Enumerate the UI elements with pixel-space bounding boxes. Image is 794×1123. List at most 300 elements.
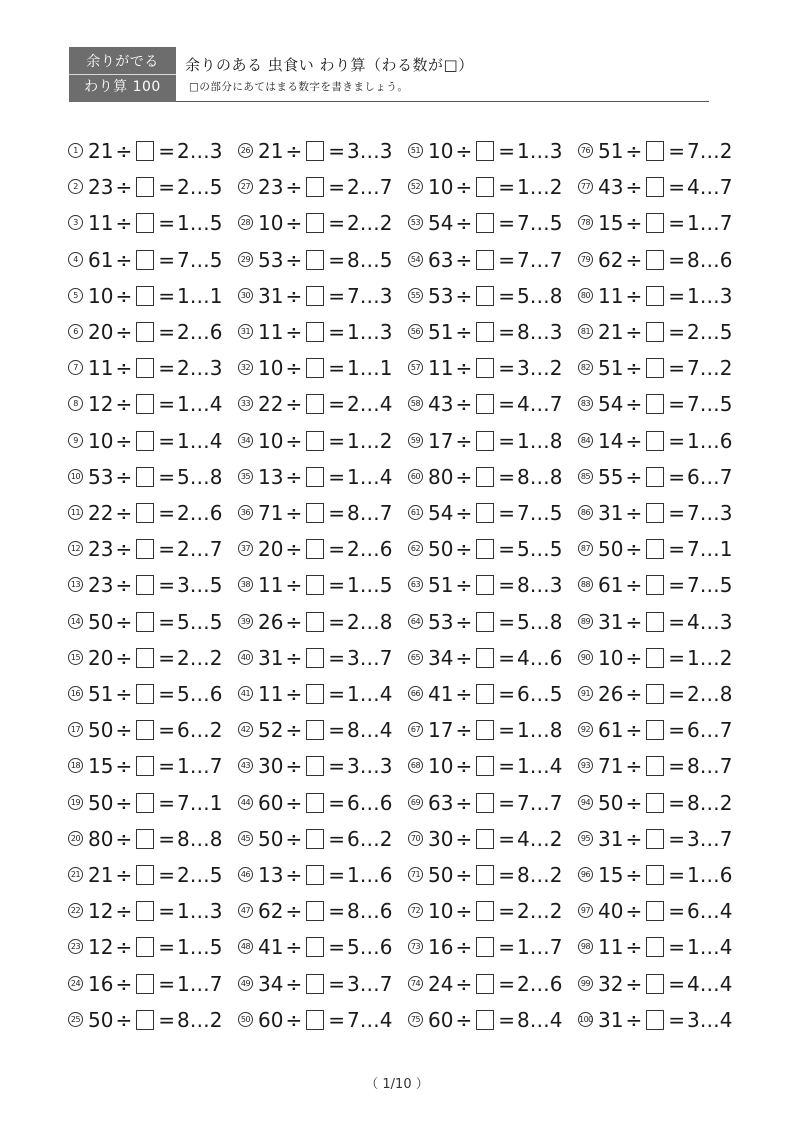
problem-item (408, 679, 578, 709)
division-equation (428, 969, 562, 999)
division-equation (88, 788, 222, 818)
division-equation (428, 751, 562, 781)
dividend: 50 (428, 537, 454, 562)
answer-box[interactable] (646, 720, 664, 740)
dividend: 50 (598, 537, 624, 562)
answer-box[interactable] (646, 648, 664, 668)
divide-sign: ÷ (115, 863, 133, 887)
answer-box[interactable] (476, 575, 494, 595)
answer-box[interactable] (136, 467, 154, 487)
problem-number: 14 (68, 614, 83, 629)
answer-box[interactable] (306, 793, 324, 813)
divide-sign: ÷ (455, 320, 473, 344)
answer-box[interactable] (136, 177, 154, 197)
problem-item (578, 643, 748, 673)
remainder: 3 (379, 283, 393, 308)
equals-sign: = (498, 1007, 515, 1032)
remainder-sign: … (359, 501, 380, 525)
quotient: 7 (686, 139, 700, 163)
dividend: 41 (258, 935, 284, 960)
answer-box[interactable] (136, 394, 154, 414)
answer-box[interactable] (306, 937, 324, 957)
answer-box[interactable] (136, 358, 154, 378)
dividend: 34 (428, 645, 454, 670)
divide-sign: ÷ (455, 573, 473, 598)
dividend: 23 (88, 537, 114, 562)
remainder-sign: … (699, 682, 720, 706)
answer-box[interactable] (306, 213, 324, 233)
remainder-sign: … (359, 211, 380, 236)
answer-box[interactable] (646, 213, 664, 233)
equals-sign: = (498, 826, 515, 851)
answer-box[interactable] (306, 503, 324, 523)
problem-number: 90 (578, 650, 593, 665)
equals-sign: = (328, 175, 345, 200)
division-equation (88, 1005, 222, 1035)
answer-box[interactable] (646, 177, 664, 197)
divide-sign: ÷ (285, 573, 303, 598)
dividend: 31 (258, 283, 284, 308)
remainder-sign: … (699, 826, 720, 851)
divide-sign: ÷ (285, 211, 303, 236)
dividend: 53 (428, 283, 454, 308)
answer-box[interactable] (136, 720, 154, 740)
problem-number: 54 (408, 252, 423, 267)
problem-number: 58 (408, 396, 423, 411)
problem-item (578, 679, 748, 709)
quotient: 6 (686, 718, 700, 743)
divide-sign: ÷ (625, 464, 643, 489)
quotient: 1 (176, 392, 190, 417)
answer-box[interactable] (476, 503, 494, 523)
quotient: 3 (346, 971, 360, 996)
badge-line-2: わり算 100 (84, 79, 161, 95)
divide-sign: ÷ (625, 320, 643, 344)
problem-item (68, 932, 238, 962)
remainder: 5 (209, 175, 223, 200)
answer-box[interactable] (306, 575, 324, 595)
division-equation (88, 281, 222, 311)
equals-sign: = (328, 320, 345, 344)
divide-sign: ÷ (455, 1007, 473, 1032)
problem-item (68, 245, 238, 275)
answer-box[interactable] (306, 865, 324, 885)
problem-item (238, 643, 408, 673)
problem-number: 76 (578, 143, 593, 158)
answer-box[interactable] (306, 358, 324, 378)
answer-box[interactable] (476, 793, 494, 813)
answer-box[interactable] (646, 358, 664, 378)
remainder: 6 (379, 899, 393, 924)
divide-sign: ÷ (115, 247, 133, 272)
divide-sign: ÷ (455, 971, 473, 996)
problem-number: 26 (238, 143, 253, 158)
remainder-sign: … (359, 935, 380, 960)
answer-box[interactable] (136, 286, 154, 306)
answer-box[interactable] (646, 286, 664, 306)
dividend: 10 (598, 645, 624, 670)
answer-box[interactable] (306, 612, 324, 632)
problem-number: 46 (238, 867, 253, 882)
quotient: 6 (686, 464, 700, 489)
answer-box[interactable] (136, 431, 154, 451)
remainder-sign: … (529, 754, 550, 779)
division-equation (598, 498, 732, 528)
answer-box[interactable] (136, 1010, 154, 1030)
division-equation (88, 245, 222, 275)
equals-sign: = (668, 392, 685, 417)
dividend: 21 (258, 139, 284, 163)
remainder: 8 (209, 826, 223, 851)
remainder: 1 (379, 356, 393, 381)
problem-number: 97 (578, 903, 593, 918)
equals-sign: = (668, 356, 685, 381)
remainder-sign: … (359, 537, 380, 562)
problem-item (68, 679, 238, 709)
remainder: 1 (719, 537, 733, 562)
problem-item (408, 969, 578, 999)
answer-box[interactable] (476, 901, 494, 921)
problem-item (238, 208, 408, 238)
equals-sign: = (498, 718, 515, 743)
answer-box[interactable] (136, 648, 154, 668)
divide-sign: ÷ (455, 175, 473, 200)
answer-box[interactable] (136, 865, 154, 885)
remainder: 2 (379, 211, 393, 236)
answer-box[interactable] (306, 756, 324, 776)
divide-sign: ÷ (625, 790, 643, 815)
remainder-sign: … (529, 1007, 550, 1032)
equals-sign: = (668, 790, 685, 815)
divide-sign: ÷ (285, 899, 303, 924)
remainder: 2 (549, 175, 563, 200)
division-equation (428, 281, 562, 311)
answer-box[interactable] (306, 901, 324, 921)
quotient: 3 (346, 645, 360, 670)
answer-box[interactable] (306, 648, 324, 668)
division-equation (598, 932, 732, 962)
answer-box[interactable] (306, 974, 324, 994)
divide-sign: ÷ (455, 211, 473, 236)
divide-sign: ÷ (625, 899, 643, 924)
answer-box[interactable] (476, 250, 494, 270)
problem-number: 43 (238, 758, 253, 773)
answer-box[interactable] (476, 177, 494, 197)
series-badge (69, 47, 176, 102)
answer-box[interactable] (646, 575, 664, 595)
answer-box[interactable] (476, 539, 494, 559)
answer-box[interactable] (306, 467, 324, 487)
problem-item (578, 353, 748, 383)
remainder: 7 (549, 392, 563, 417)
equals-sign: = (668, 428, 685, 453)
answer-box[interactable] (476, 865, 494, 885)
answer-box[interactable] (476, 974, 494, 994)
problem-item (578, 426, 748, 456)
dividend: 40 (598, 899, 624, 924)
answer-box[interactable] (306, 177, 324, 197)
answer-box[interactable] (646, 612, 664, 632)
answer-box[interactable] (136, 829, 154, 849)
problem-item (68, 969, 238, 999)
quotient: 7 (346, 1007, 360, 1032)
division-equation (258, 208, 392, 238)
dividend: 53 (88, 464, 114, 489)
divide-sign: ÷ (285, 428, 303, 453)
problem-number: 40 (238, 650, 253, 665)
answer-box[interactable] (136, 684, 154, 704)
problem-number: 80 (578, 288, 593, 303)
problem-number: 6 (68, 324, 83, 339)
problem-number: 98 (578, 939, 593, 954)
problem-number: 39 (238, 614, 253, 629)
answer-box[interactable] (136, 756, 154, 776)
quotient: 1 (176, 283, 190, 308)
dividend: 21 (88, 139, 114, 163)
answer-box[interactable] (476, 467, 494, 487)
answer-box[interactable] (646, 865, 664, 885)
remainder-sign: … (699, 320, 720, 344)
quotient: 2 (176, 139, 190, 163)
problem-number: 62 (408, 541, 423, 556)
problem-item (578, 570, 748, 600)
answer-box[interactable] (476, 829, 494, 849)
remainder: 1 (209, 283, 223, 308)
division-equation (258, 498, 392, 528)
answer-box[interactable] (306, 250, 324, 270)
division-equation (598, 317, 732, 347)
problem-number: 32 (238, 360, 253, 375)
answer-box[interactable] (476, 937, 494, 957)
equals-sign: = (328, 935, 345, 960)
remainder: 7 (379, 175, 393, 200)
remainder-sign: … (529, 356, 550, 381)
problem-number: 57 (408, 360, 423, 375)
answer-box[interactable] (476, 756, 494, 776)
divide-sign: ÷ (285, 283, 303, 308)
answer-box[interactable] (646, 901, 664, 921)
answer-box[interactable] (646, 756, 664, 776)
answer-box[interactable] (136, 141, 154, 161)
remainder-sign: … (529, 863, 550, 887)
dividend: 20 (88, 645, 114, 670)
answer-box[interactable] (136, 937, 154, 957)
division-equation (428, 570, 562, 600)
problem-number: 69 (408, 795, 423, 810)
answer-box[interactable] (646, 937, 664, 957)
answer-box[interactable] (306, 286, 324, 306)
divide-sign: ÷ (115, 1007, 133, 1032)
divide-sign: ÷ (455, 863, 473, 887)
divide-sign: ÷ (285, 464, 303, 489)
answer-box[interactable] (476, 1010, 494, 1030)
quotient: 7 (516, 501, 530, 525)
remainder: 3 (719, 501, 733, 525)
remainder: 8 (549, 428, 563, 453)
division-equation (428, 317, 562, 347)
answer-box[interactable] (476, 720, 494, 740)
answer-box[interactable] (306, 141, 324, 161)
answer-box[interactable] (136, 793, 154, 813)
problem-number: 3 (68, 215, 83, 230)
remainder-sign: … (529, 175, 550, 200)
quotient: 2 (176, 645, 190, 670)
answer-box[interactable] (136, 539, 154, 559)
equals-sign: = (498, 863, 515, 887)
answer-box[interactable] (646, 539, 664, 559)
answer-box[interactable] (306, 829, 324, 849)
remainder: 2 (719, 790, 733, 815)
answer-box[interactable] (136, 901, 154, 921)
answer-box[interactable] (646, 141, 664, 161)
answer-box[interactable] (136, 213, 154, 233)
remainder-sign: … (699, 247, 720, 272)
remainder: 6 (719, 428, 733, 453)
answer-box[interactable] (476, 431, 494, 451)
remainder-sign: … (529, 609, 550, 634)
equals-sign: = (158, 139, 175, 163)
answer-box[interactable] (646, 829, 664, 849)
remainder-sign: … (189, 790, 210, 815)
remainder-sign: … (189, 211, 210, 236)
answer-box[interactable] (476, 684, 494, 704)
remainder-sign: … (699, 501, 720, 525)
answer-box[interactable] (646, 503, 664, 523)
answer-box[interactable] (306, 720, 324, 740)
problem-number: 75 (408, 1012, 423, 1027)
problem-number: 89 (578, 614, 593, 629)
answer-box[interactable] (646, 684, 664, 704)
division-equation (258, 570, 392, 600)
quotient: 8 (346, 247, 360, 272)
equals-sign: = (328, 899, 345, 924)
dividend: 60 (428, 1007, 454, 1032)
answer-box[interactable] (306, 431, 324, 451)
divide-sign: ÷ (285, 609, 303, 634)
quotient: 3 (346, 139, 360, 163)
answer-box[interactable] (646, 1010, 664, 1030)
answer-box[interactable] (476, 648, 494, 668)
quotient: 1 (176, 971, 190, 996)
problem-item (68, 570, 238, 600)
dividend: 30 (428, 826, 454, 851)
answer-box[interactable] (306, 394, 324, 414)
problem-number: 79 (578, 252, 593, 267)
divide-sign: ÷ (455, 682, 473, 706)
answer-box[interactable] (136, 322, 154, 342)
remainder-sign: … (359, 573, 380, 598)
dividend: 50 (88, 1007, 114, 1032)
remainder-sign: … (529, 537, 550, 562)
remainder: 5 (209, 247, 223, 272)
remainder: 8 (549, 464, 563, 489)
answer-box[interactable] (476, 358, 494, 378)
answer-box[interactable] (136, 250, 154, 270)
problem-number: 72 (408, 903, 423, 918)
equals-sign: = (498, 175, 515, 200)
answer-box[interactable] (476, 612, 494, 632)
problem-number: 95 (578, 831, 593, 846)
equals-sign: = (158, 247, 175, 272)
dividend: 12 (88, 935, 114, 960)
remainder-sign: … (529, 211, 550, 236)
divide-sign: ÷ (455, 428, 473, 453)
division-equation (258, 643, 392, 673)
answer-box[interactable] (646, 250, 664, 270)
answer-box[interactable] (306, 684, 324, 704)
divide-sign: ÷ (115, 754, 133, 779)
answer-box[interactable] (646, 431, 664, 451)
remainder: 8 (719, 682, 733, 706)
problem-item (68, 172, 238, 202)
remainder: 7 (549, 935, 563, 960)
problem-item (578, 607, 748, 637)
answer-box[interactable] (136, 974, 154, 994)
division-equation (598, 426, 732, 456)
answer-box[interactable] (646, 793, 664, 813)
remainder: 2 (719, 645, 733, 670)
answer-box[interactable] (476, 394, 494, 414)
answer-box[interactable] (306, 1010, 324, 1030)
problem-number: 19 (68, 795, 83, 810)
quotient: 2 (686, 682, 700, 706)
answer-box[interactable] (646, 974, 664, 994)
answer-box[interactable] (646, 467, 664, 487)
quotient: 6 (346, 826, 360, 851)
division-equation (598, 824, 732, 854)
remainder-sign: … (359, 247, 380, 272)
remainder: 4 (549, 1007, 563, 1032)
division-equation (258, 281, 392, 311)
answer-box[interactable] (646, 394, 664, 414)
division-equation (258, 389, 392, 419)
dividend: 50 (88, 718, 114, 743)
problem-item (578, 208, 748, 238)
division-equation (598, 389, 732, 419)
division-equation (258, 462, 392, 492)
remainder: 4 (719, 935, 733, 960)
problem-item (238, 136, 408, 166)
problem-number: 5 (68, 288, 83, 303)
quotient: 8 (176, 826, 190, 851)
problem-item (408, 824, 578, 854)
quotient: 5 (346, 935, 360, 960)
problem-number: 16 (68, 686, 83, 701)
problem-number: 86 (578, 505, 593, 520)
quotient: 8 (686, 247, 700, 272)
problem-item (408, 245, 578, 275)
dividend: 11 (88, 211, 114, 236)
divide-sign: ÷ (625, 428, 643, 453)
answer-box[interactable] (476, 286, 494, 306)
answer-box[interactable] (136, 612, 154, 632)
dividend: 10 (88, 283, 114, 308)
dividend: 13 (258, 464, 284, 489)
dividend: 31 (598, 1007, 624, 1032)
answer-box[interactable] (476, 213, 494, 233)
answer-box[interactable] (646, 322, 664, 342)
answer-box[interactable] (136, 503, 154, 523)
answer-box[interactable] (306, 322, 324, 342)
answer-box[interactable] (306, 539, 324, 559)
answer-box[interactable] (476, 141, 494, 161)
answer-box[interactable] (136, 575, 154, 595)
dividend: 31 (598, 609, 624, 634)
problem-number: 4 (68, 252, 83, 267)
quotient: 7 (516, 247, 530, 272)
problem-item (578, 896, 748, 926)
answer-box[interactable] (476, 322, 494, 342)
